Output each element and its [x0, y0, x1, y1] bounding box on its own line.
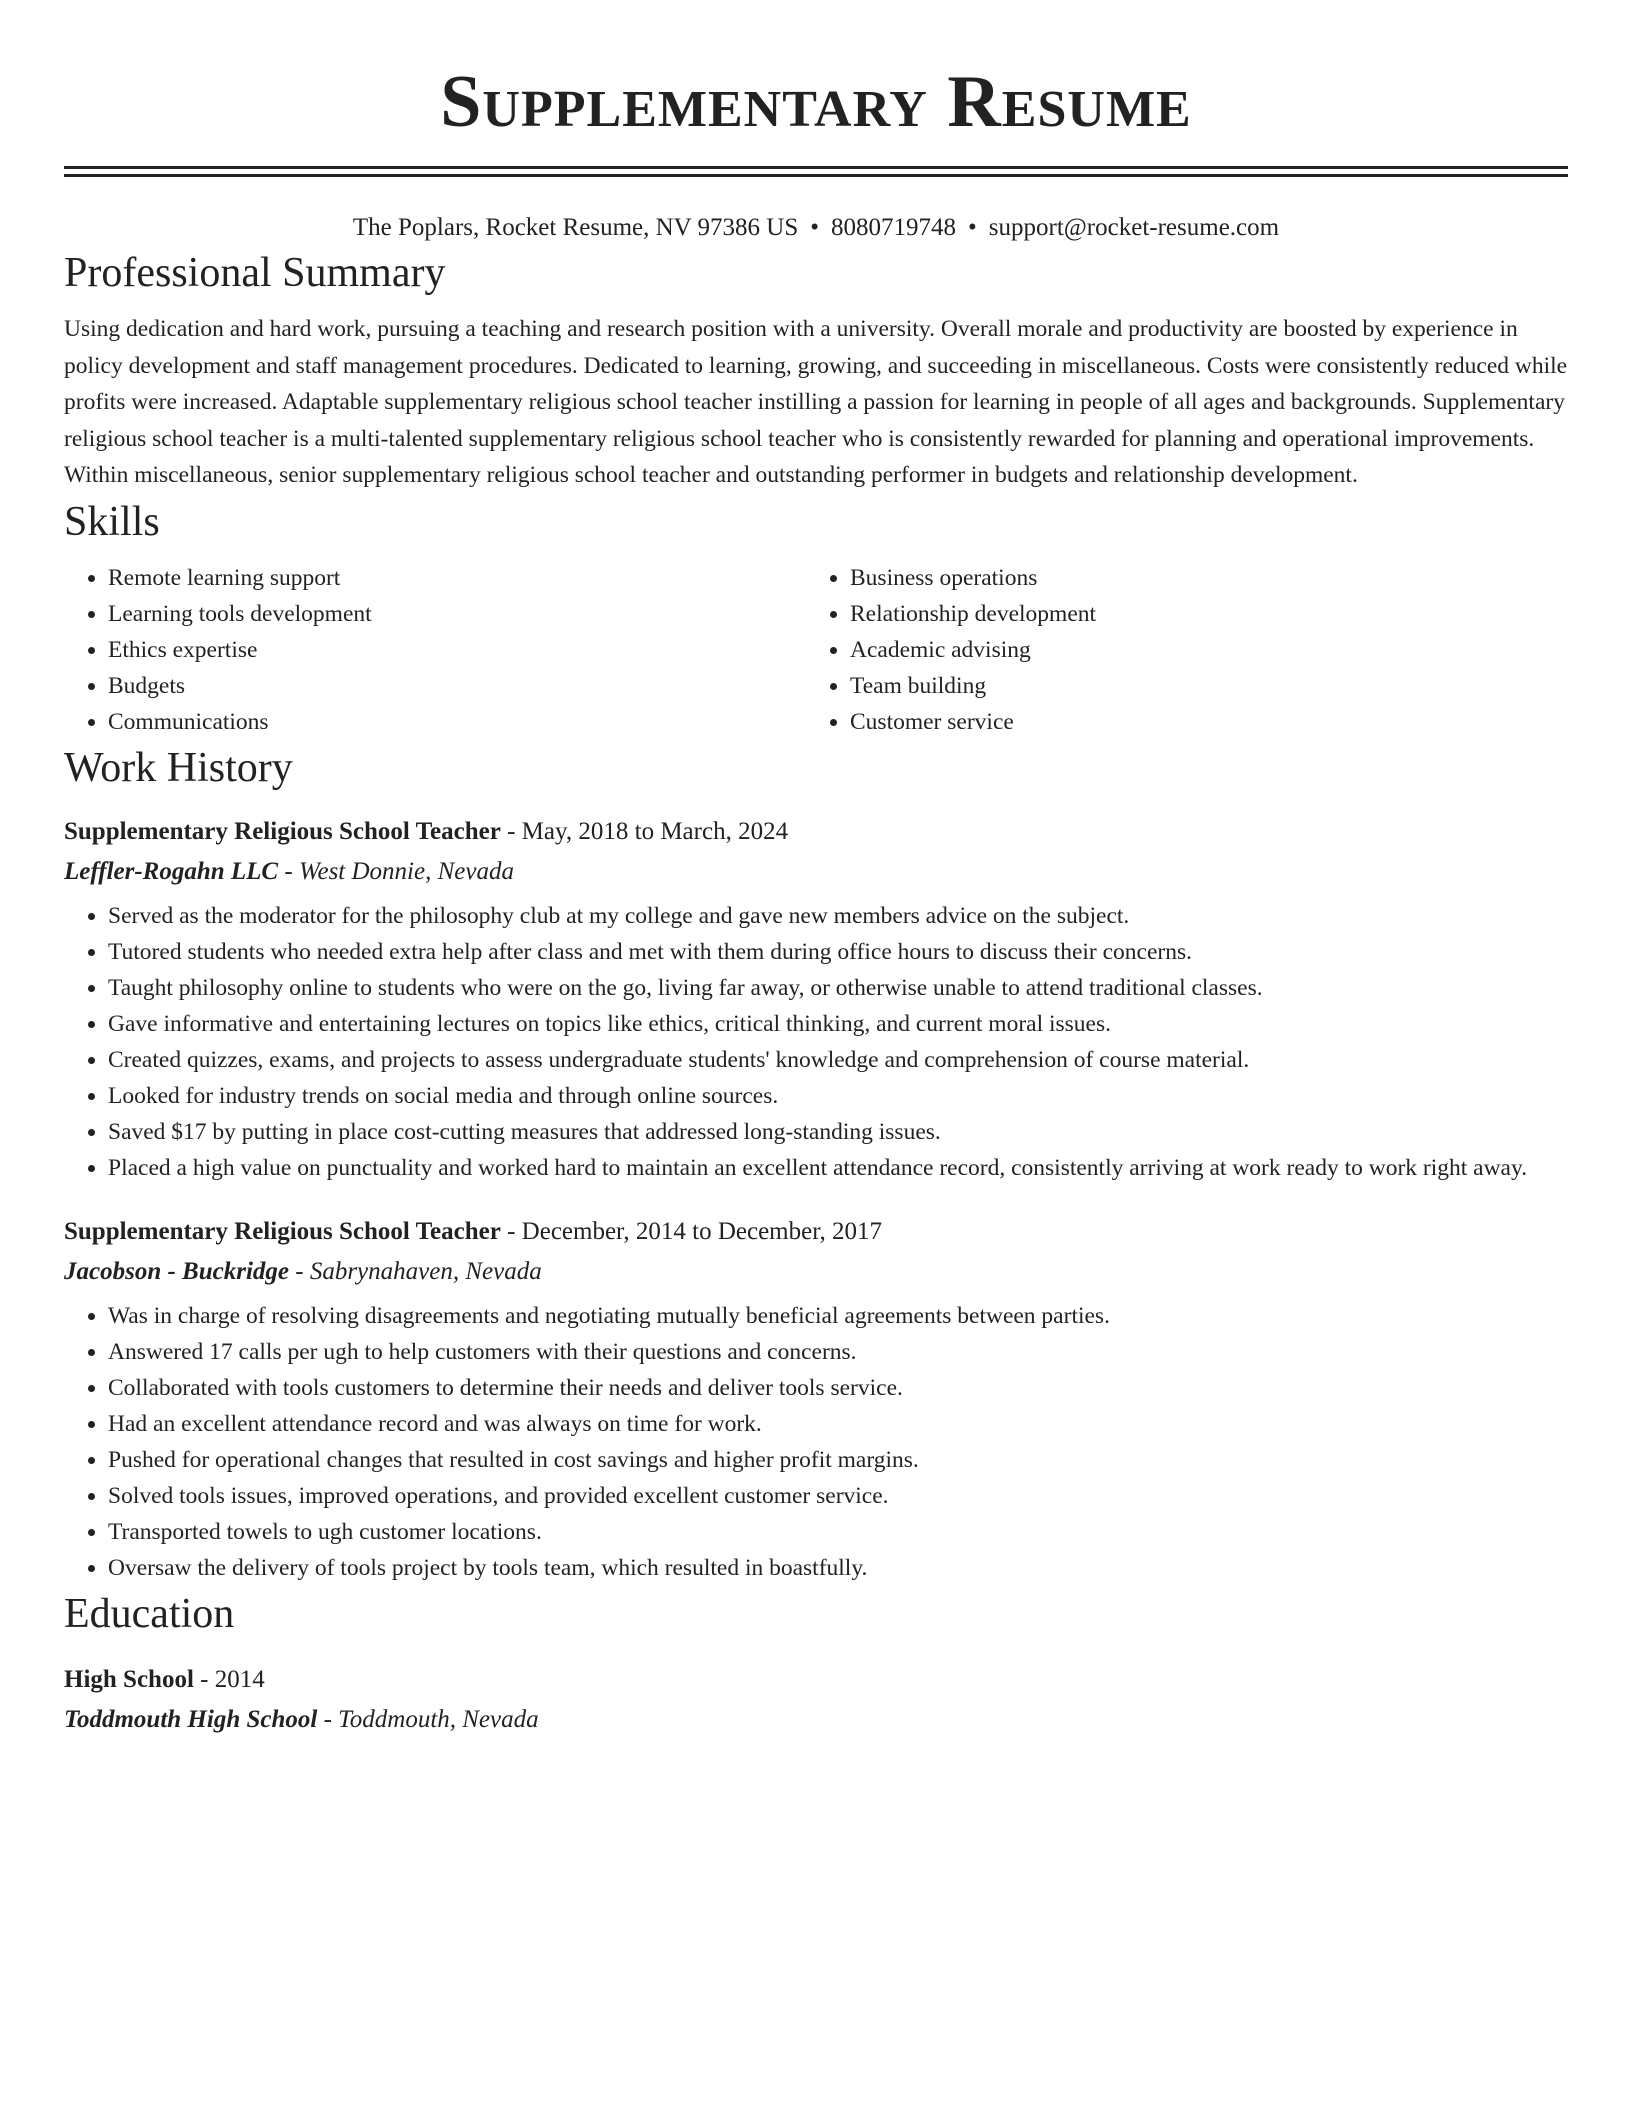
company-line [64, 852, 1568, 892]
skill-item: • Academic advising [850, 632, 1548, 668]
skill-item: • Customer service [850, 704, 1548, 740]
job-bullet: • Pushed for operational changes that resulted in cost savings and higher profit margins. [108, 1442, 1568, 1478]
header-double-rule [64, 166, 1568, 177]
skill-item: • Relationship development [850, 596, 1548, 632]
skill-item: • Ethics expertise [108, 632, 806, 668]
job-bullet: • Was in charge of resolving disagreements and negotiating mutually beneficial agreements between parties. [108, 1298, 1568, 1334]
job-title-line [64, 812, 1568, 852]
job-title-line [64, 1212, 1568, 1252]
job-bullet: • Looked for industry trends on social media and through online sources. [108, 1078, 1568, 1114]
job-dates: - December, 2014 to December, 2017 [500, 1217, 883, 1245]
education-location: - Toddmouth, Nevada [317, 1705, 539, 1733]
skill-item: • Learning tools development [108, 596, 806, 632]
education-entry [64, 1660, 1568, 1740]
skill-item: • Team building [850, 668, 1548, 704]
skills-column-left [64, 560, 806, 740]
company-name: Jacobson - Buckridge [64, 1257, 289, 1285]
job-bullets [64, 898, 1568, 1186]
contact-phone: 8080719748 [831, 214, 957, 241]
skill-item: • Budgets [108, 668, 806, 704]
job-position: Supplementary Religious School Teacher [64, 817, 501, 845]
job-bullet: • Created quizzes, exams, and projects to assess undergraduate students' knowledge and comprehension of course material. [108, 1042, 1568, 1078]
job-entry [64, 812, 1568, 1186]
skill-item: • Communications [108, 704, 806, 740]
job-bullet: • Gave informative and entertaining lectures on topics like ethics, critical thinking, and current moral issues. [108, 1006, 1568, 1042]
section-title-education: Education [64, 1590, 235, 1637]
education-school-line [64, 1700, 1568, 1740]
contact-separator: • [810, 214, 820, 241]
job-dates: - May, 2018 to March, 2024 [500, 817, 789, 845]
skill-item: • Business operations [850, 560, 1548, 596]
job-position: Supplementary Religious School Teacher [64, 1217, 501, 1245]
resume-name: Supplementary Resume [440, 61, 1192, 143]
skills-column-right [806, 560, 1548, 740]
skills-list [64, 560, 1568, 740]
education-year: - 2014 [193, 1665, 265, 1693]
job-bullet: • Answered 17 calls per ugh to help customers with their questions and concerns. [108, 1334, 1568, 1370]
job-bullet: • Oversaw the delivery of tools project by tools team, which resulted in boastfully. [108, 1550, 1568, 1586]
education-degree-line [64, 1660, 1568, 1700]
company-line [64, 1252, 1568, 1292]
contact-email: support@rocket-resume.com [988, 214, 1280, 241]
company-name: Leffler-Rogahn LLC [64, 857, 279, 885]
company-location: - West Donnie, Nevada [278, 857, 514, 885]
education-degree: High School [64, 1665, 194, 1693]
section-title-work-history: Work History [64, 744, 293, 791]
job-bullet: • Saved $17 by putting in place cost-cutting measures that addressed long-standing issues. [108, 1114, 1568, 1150]
contact-separator: • [968, 214, 977, 241]
section-title-skills: Skills [64, 498, 160, 545]
job-bullet: • Taught philosophy online to students who were on the go, living far away, or otherwise unable to attend traditional classes. [108, 970, 1568, 1006]
contact-line [64, 211, 1568, 245]
skill-item: • Remote learning support [108, 560, 806, 596]
job-bullet: • Transported towels to ugh customer locations. [108, 1514, 1568, 1550]
job-bullet: • Collaborated with tools customers to determine their needs and deliver tools service. [108, 1370, 1568, 1406]
job-bullet: • Placed a high value on punctuality and worked hard to maintain an excellent attendance record, consistently arriving at work ready to work right away. [108, 1150, 1568, 1186]
summary-text: Using dedication and hard work, pursuing a teaching and research position with a university. Overall morale and productivity are boosted by experience in policy development and staff management procedures. Dedicated to learning, growing, and succeeding in miscellaneous. Costs were consistently reduced while profits were increased. Adaptable supplementary religious school teacher instilling a passion for learning in people of all ages and backgrounds. Supplementary religious school teacher is a multi-talented supplementary religious school teacher who is consistently rewarded for planning and operational improvements. Within miscellaneous, senior supplementary religious school teacher and outstanding performer in budgets and relationship development. [64, 316, 1568, 488]
contact-address: The Poplars, Rocket Resume, NV 97386 US [352, 214, 799, 241]
section-title-summary: Professional Summary [64, 250, 446, 296]
education-school: Toddmouth High School [64, 1705, 318, 1733]
job-bullet: • Tutored students who needed extra help after class and met with them during office hours to discuss their concerns. [108, 934, 1568, 970]
job-bullet: • Had an excellent attendance record and was always on time for work. [108, 1406, 1568, 1442]
job-bullets [64, 1298, 1568, 1586]
job-bullet: • Served as the moderator for the philosophy club at my college and gave new members advice on the subject. [108, 898, 1568, 934]
job-entry [64, 1212, 1568, 1586]
job-bullet: • Solved tools issues, improved operations, and provided excellent customer service. [108, 1478, 1568, 1514]
company-location: - Sabrynahaven, Nevada [289, 1257, 542, 1285]
